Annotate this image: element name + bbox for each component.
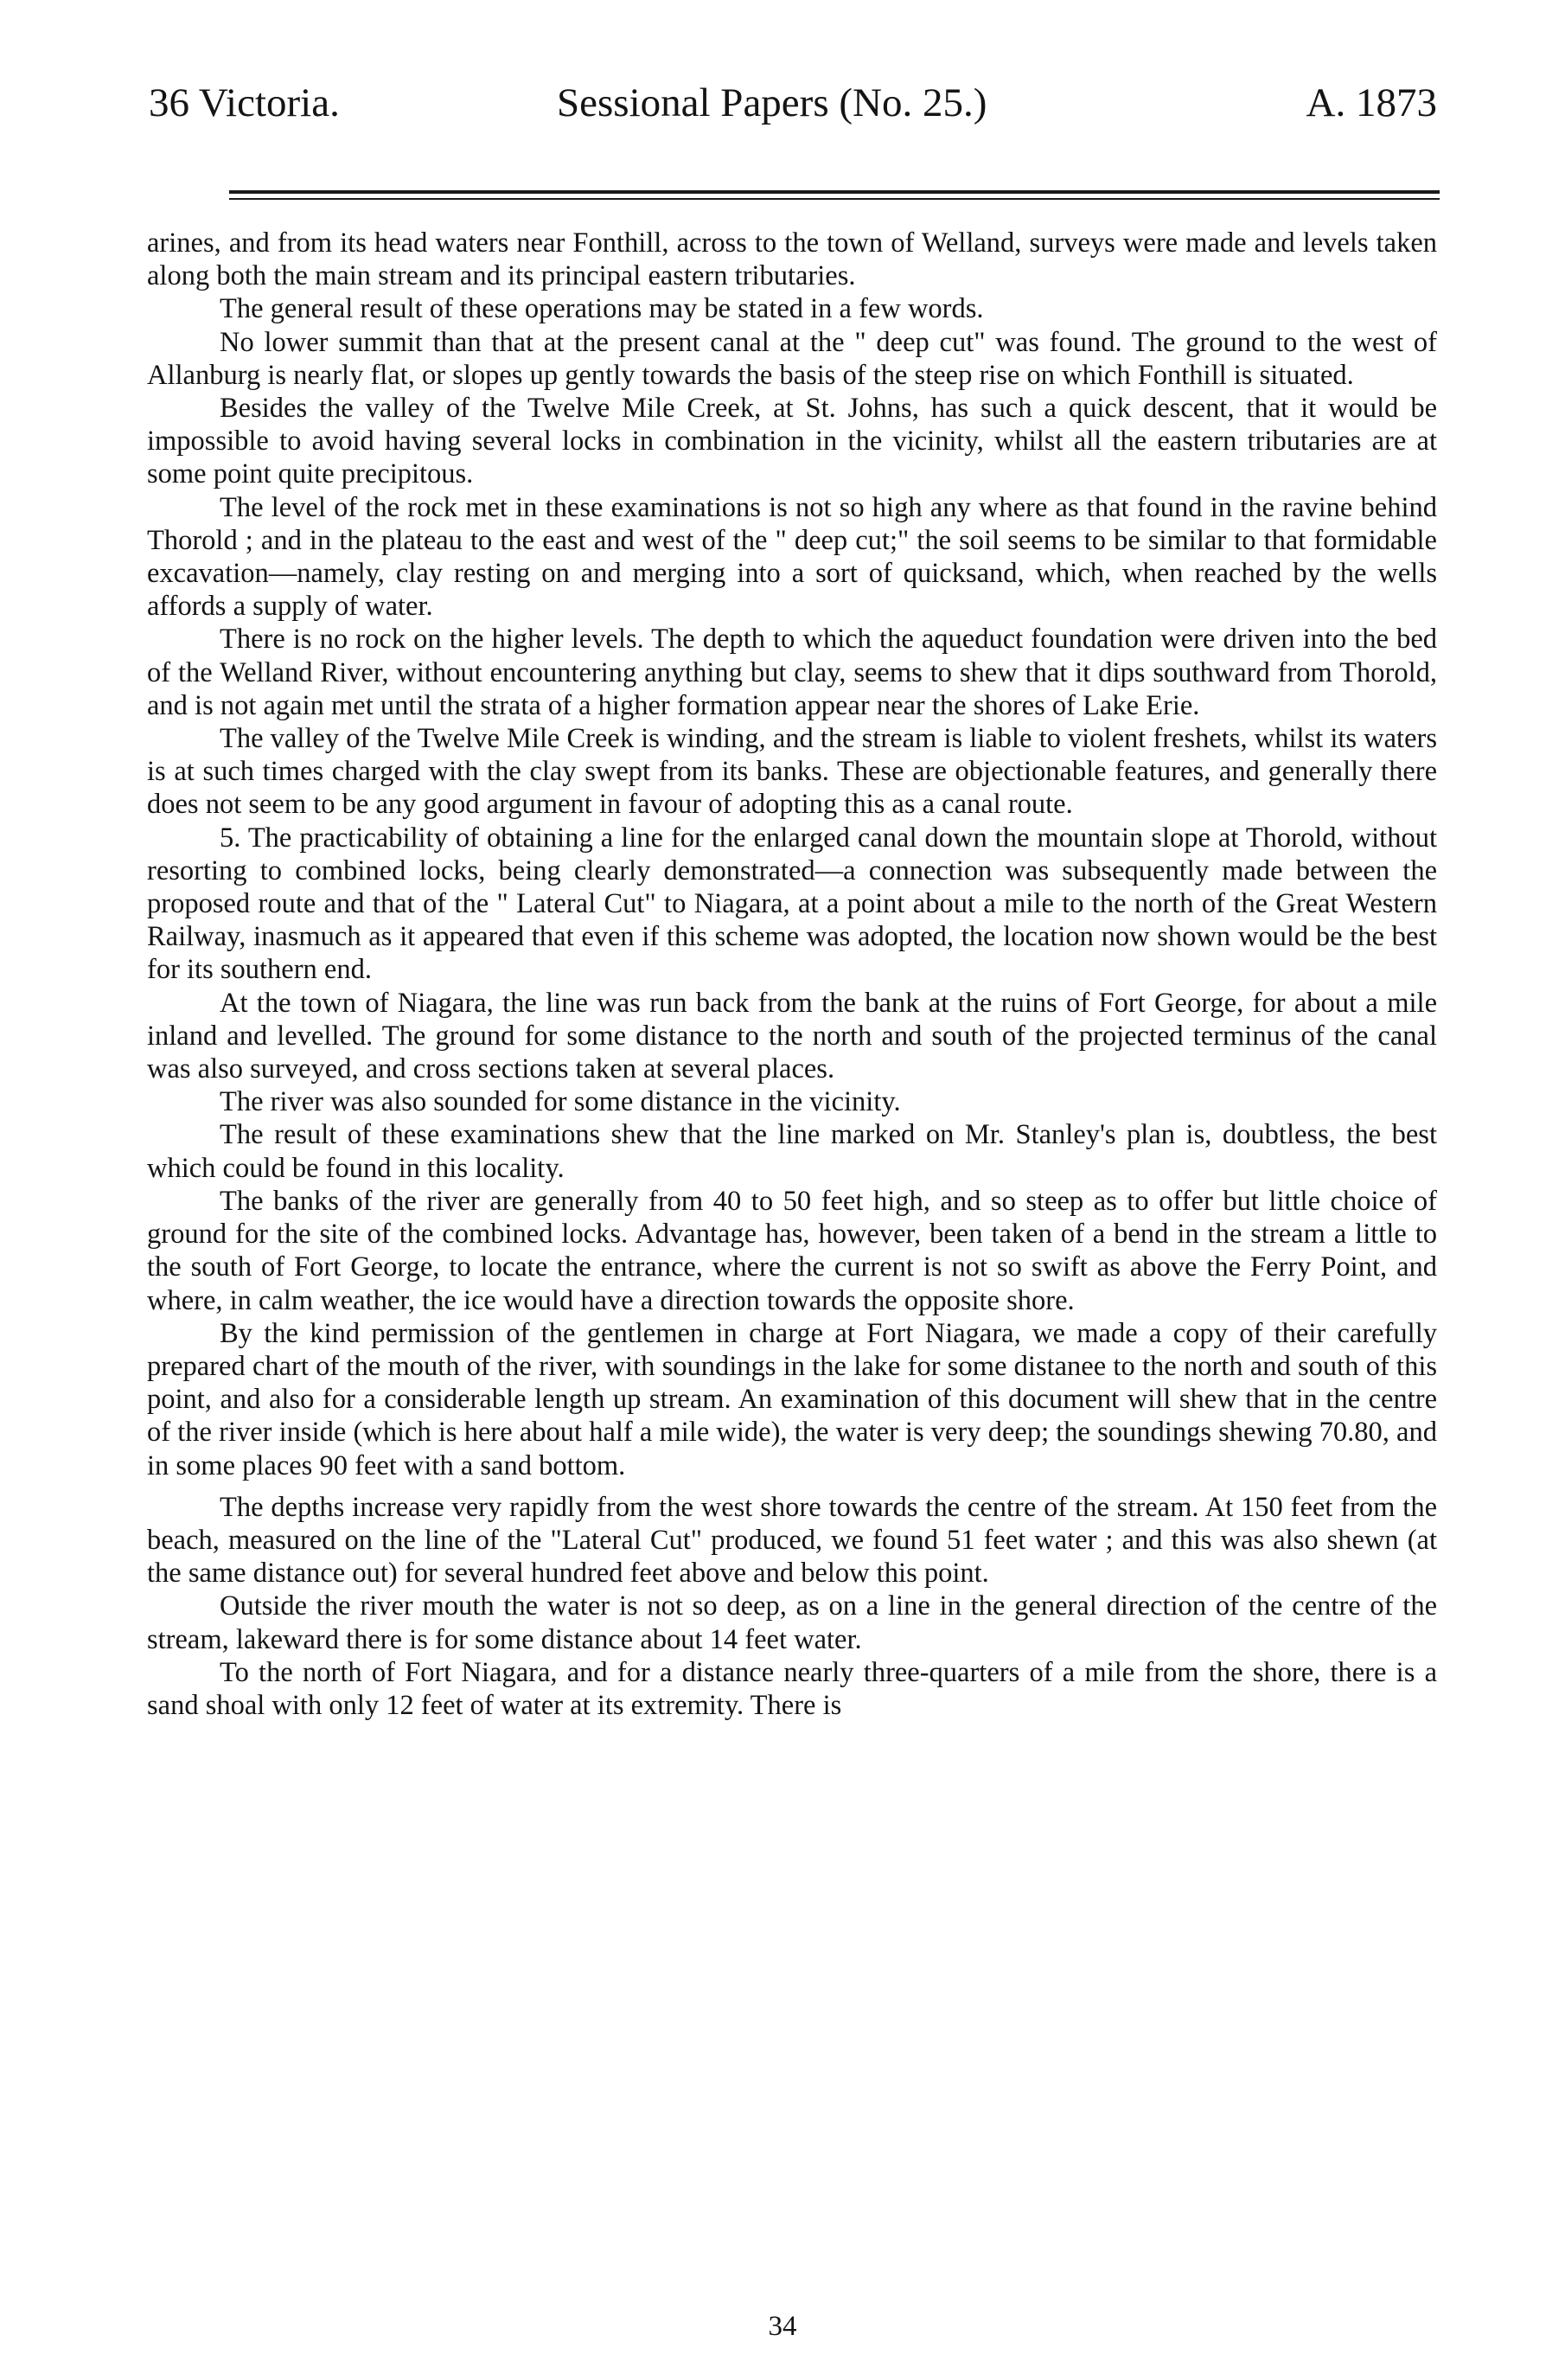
header-publication: Sessional Papers (No. 25.) (557, 80, 987, 125)
paragraph: 5. The practicability of obtaining a line for the enlarged canal down the mountain slope at Thorold, without resorting to combined locks, being clearly demonstrated—a connection was subsequently made between the proposed route and that of the " Lateral Cut" to Niagara, at a point about a mile to the north of the Great Western Railway, inasmuch as it appeared that even if this scheme was adopted, the location now shown would be the best for its southern end. (147, 822, 1437, 986)
paragraph: Outside the river mouth the water is not so deep, as on a line in the general direction of the centre of the stream, lakeward there is for some distance about 14 feet water. (147, 1590, 1437, 1655)
paragraph: To the north of Fort Niagara, and for a distance nearly three-quarters of a mile from the shore, there is a sand shoal with only 12 feet of water at its extremity. There is (147, 1656, 1437, 1721)
paragraph: At the town of Niagara, the line was run back from the bank at the ruins of Fort George, for about a mile inland and levelled. The ground for some distance to the north and south of the projected terminus of the canal was also surveyed, and cross sections taken at several places. (147, 987, 1437, 1085)
paragraph: The level of the rock met in these examinations is not so high any where as that found in the ravine behind Thorold ; and in the plateau to the east and west of the " deep cut;" the soil seems to be similar to that formidable excavation—namely, clay resting on and merging into a sort of quicksand, which, when reached by the wells affords a supply of water. (147, 491, 1437, 623)
paragraph: The general result of these operations may be stated in a few words. (220, 293, 984, 325)
body-text (147, 227, 1437, 1722)
paragraph: arines, and from its head waters near Fonthill, across to the town of Welland, surveys were made and levels taken along both the main stream and its principal eastern tributaries. (147, 227, 1437, 292)
paragraph: The result of these examinations shew that the line marked on Mr. Stanley's plan is, doubtless, the best which could be found in this locality. (147, 1119, 1437, 1184)
paragraph: By the kind permission of the gentlemen in charge at Fort Niagara, we made a copy of their carefully prepared chart of the mouth of the river, with soundings in the lake for some distanee to the north and south of this point, and also for a considerable length up stream. An examination of this document will shew that in the centre of the river inside (which is here about half a mile wide), the water is very deep; the soundings shewing 70.80, and in some places 90 feet with a sand bottom. (147, 1317, 1437, 1481)
paragraph: The banks of the river are generally from 40 to 50 feet high, and so steep as to offer but little choice of ground for the site of the combined locks. Advantage has, however, been taken of a bend in the stream a little to the south of Fort George, to locate the entrance, where the current is not so swift as above the Ferry Point, and where, in calm weather, the ice would have a direction towards the opposite shore. (147, 1185, 1437, 1316)
paragraph: There is no rock on the higher levels. The depth to which the aqueduct foundation were driven into the bed of the Welland River, without encountering anything but clay, seems to shew that it dips southward from Thorold, and is not again met until the strata of a higher formation appear near the shores of Lake Erie. (147, 624, 1437, 721)
running-header (149, 80, 1437, 131)
paragraph: The river was also sounded for some distance in the vicinity. (220, 1086, 901, 1118)
paragraph: The depths increase very rapidly from the west shore towards the centre of the stream. At 150 feet from the beach, measured on the line of the "Lateral Cut" produced, we found 51 feet water ; and this was also shewn (at the same distance out) for several hundred feet above and below this point. (147, 1491, 1437, 1590)
header-year: A. 1873 (1306, 80, 1437, 125)
header-rule-thick (229, 190, 1440, 194)
header-session: 36 Victoria. (149, 80, 340, 125)
paragraph: Besides the valley of the Twelve Mile Creek, at St. Johns, has such a quick descent, that it would be impossible to avoid having several locks in combination in the vicinity, whilst all the eastern tributaries are at some point quite precipitous. (147, 393, 1437, 490)
paragraph: The valley of the Twelve Mile Creek is winding, and the stream is liable to violent freshets, whilst its waters is at such times charged with the clay swept from its banks. These are objectionable features, and generally there does not seem to be any good argument in favour of adopting this as a canal route. (147, 723, 1437, 821)
header-rule-thin (229, 198, 1440, 200)
page-number: 34 (768, 2311, 797, 2342)
paragraph: No lower summit than that at the present canal at the " deep cut" was found. The ground to the west of Allanburg is nearly flat, or slopes up gently towards the basis of the steep rise on which Fonthill is situated. (147, 326, 1437, 391)
